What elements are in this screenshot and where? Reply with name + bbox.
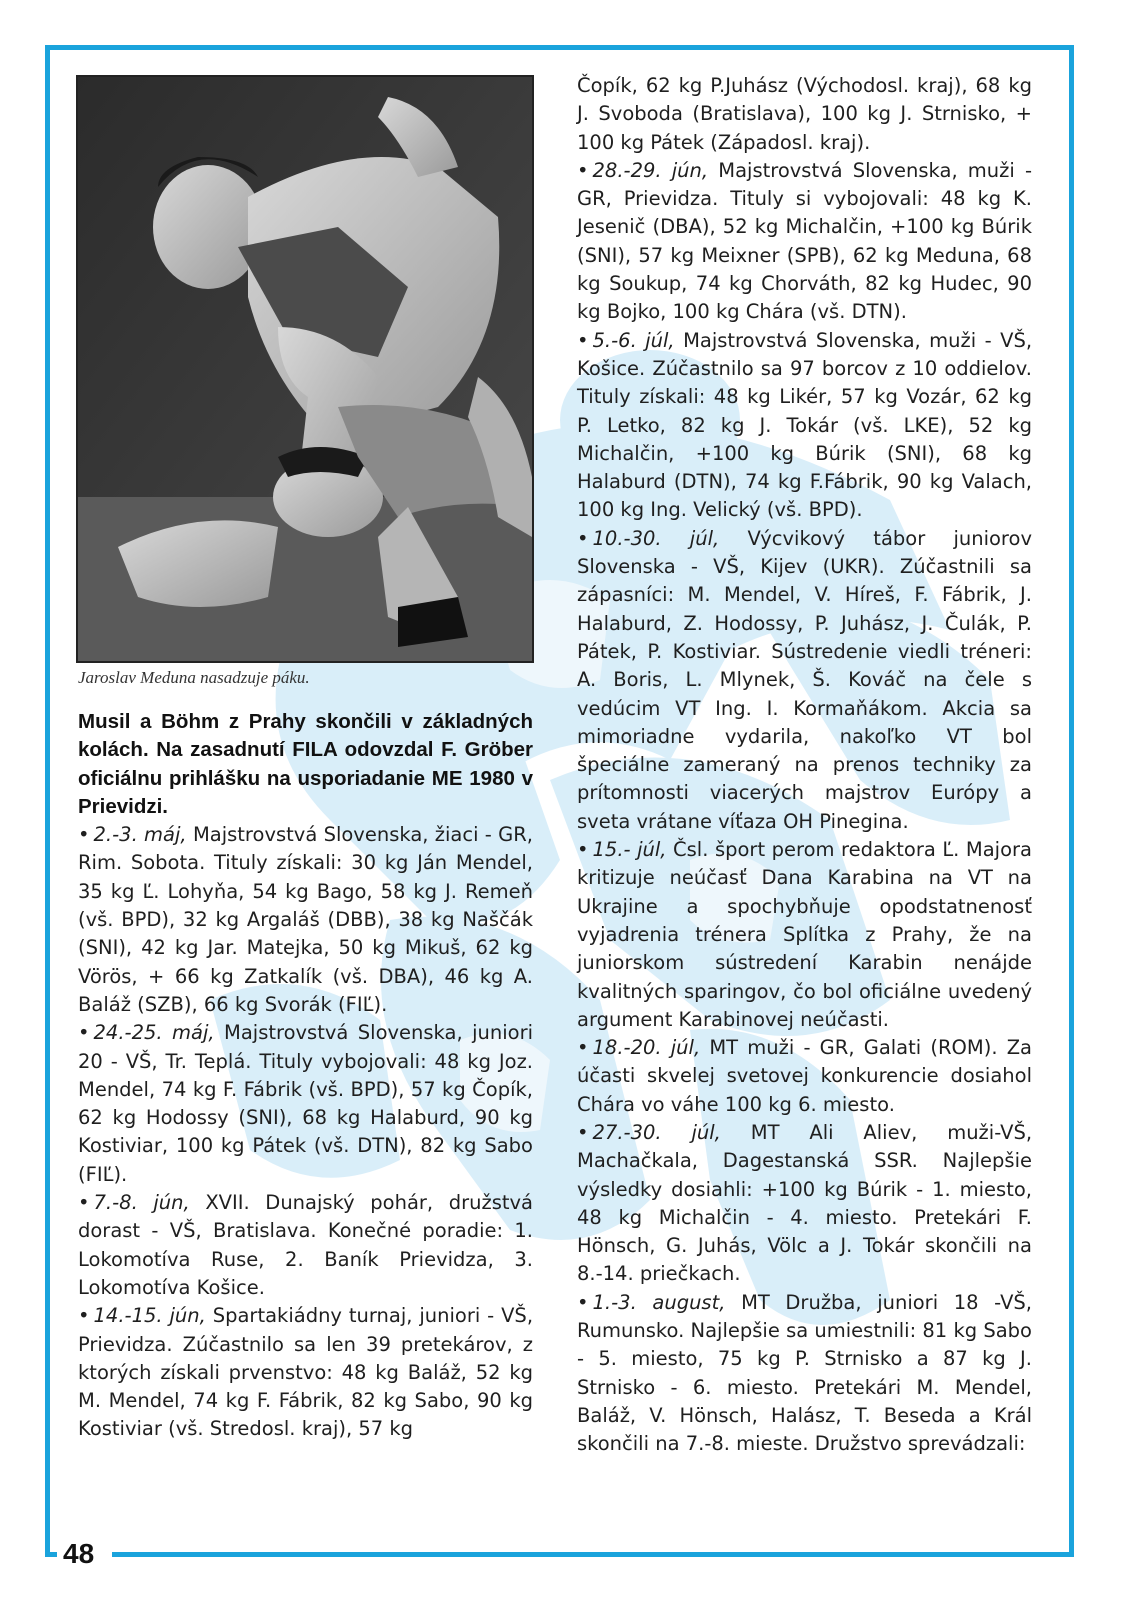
wrestlers-photo <box>76 75 534 663</box>
entry: • 15.- júl, Čsl. šport perom redaktora Ľ. Majora kritizuje neúčasť Dana Karabina na VT na Ukrajine a spochybňuje opodstatnenosť vyjadrenia trénera Splítka z Prahy, že na juniorskom sústredení Karabin nenájde kvalitných sparingov, čo bol oficiálne uvedený argument Karabinovej neúčasti. <box>577 838 1032 1031</box>
photo-caption: Jaroslav Meduna nasadzuje páku. <box>78 668 310 687</box>
frame-bottom <box>112 1552 1074 1557</box>
entry: • 28.-29. jún, Majstrovstvá Slovenska, muži - GR, Prievidza. Tituly si vybojovali: 48 kg K. Jesenič (DBA), 52 kg Michalčin, +100 kg Búrik (SNI), 57 kg Meixner (SPB), 62 kg Meduna, 68 kg Soukup, 74 kg Chorváth, 82 kg Hudec, 90 kg Bojko, 100 kg Chára (vš. DTN). <box>577 158 1033 324</box>
entry: • 14.-15. jún, Spartakiádny turnaj, juniori - VŠ, Prievidza. Zúčastnilo sa len 39 pretekárov, z ktorých získali prvenstvo: 48 kg Baláž, 52 kg M. Mendel, 74 kg F. Fábrik, 82 kg Sabo, 90 kg Kostiviar (vš. Stredosl. kraj), 57 kg <box>78 1304 534 1441</box>
entry: • 1.-3. august, MT Družba, juniori 18 -VŠ, Rumunsko. Najlepšie sa umiestnili: 81 kg Sabo - 5. miesto, 75 kg P. Strnisko a 87 kg J. Strnisko - 6. miesto. Pretekári M. Mendel, Baláž, V. Hönsch, Halász, T. Beseda a Král skončili na 7.-8. mieste. Družstvo sprevádzali: <box>577 1290 1032 1456</box>
frame-bottom-left <box>45 1552 57 1557</box>
entry: • 2.-3. máj, Majstrovstvá Slovenska, žiaci - GR, Rim. Sobota. Tituly získali: 30 kg Ján Mendel, 35 kg Ľ. Lohyňa, 54 kg Bago, 58 kg J. Remeň (vš. BPD), 32 kg Argaláš (DBB), 38 kg Naščák (SNI), 42 kg Jar. Matejka, 50 kg Mikuš, 62 kg Vörös, + 66 kg Zatkalík (vš. DBA), 46 kg A. Baláž (SZB), 66 kg Svorák (FIĽ). <box>78 823 533 1016</box>
page-number: 48 <box>63 1538 95 1569</box>
left-column <box>78 708 533 1444</box>
entry: • 27.-30. júl, MT Ali Aliev, muži-VŠ, Machačkala, Dagestanská SSR. Najlepšie výsledky dosiahli: +100 kg Búrik - 1. miesto, 48 kg Michalčin - 4. miesto. Pretekári F. Hönsch, G. Juhás, Völc a J. Tokár skončili na 8.-14. priečkach. <box>577 1120 1033 1286</box>
entry: • 7.-8. jún, XVII. Dunajský pohár, družstvá dorast - VŠ, Bratislava. Konečné poradie: 1. Lokomotíva Ruse, 2. Baník Prievidza, 3. Lokomotíva Košice. <box>78 1191 534 1299</box>
entry: • 24.-25. máj, Majstrovstvá Slovenska, juniori 20 - VŠ, Tr. Teplá. Tituly vybojovali: 48 kg Joz. Mendel, 74 kg F. Fábrik (vš. BPD), 57 kg Čopík, 62 kg Hodossy (SNI), 68 kg Halaburd, 90 kg Kostiviar, 100 kg Pátek (vš. DTN), 82 kg Sabo (FIĽ). <box>78 1021 533 1186</box>
lead-paragraph: Musil a Böhm z Prahy skončili v základných kolách. Na zasadnutí FILA odovzdal F. Gröber oficiálnu prihlášku na usporiadanie ME 1980 v Prievidzi. <box>78 710 533 818</box>
entry: • 10.-30. júl, Výcvikový tábor juniorov Slovenska - VŠ, Kijev (UKR). Zúčastnili sa zápasníci: M. Mendel, V. Híreš, F. Fábrik, J. Halaburd, Z. Hodossy, P. Juhász, J. Čulák, P. Pátek, P. Kostiviar. Sústredenie viedli tréneri: A. Boris, L. Mlynek, Š. Kováč na čele s vedúcim VT Ing. I. Kormaňákom. Akcia sa mimoriadne vydarila, nakoľko VT bol špeciálne zameraný na prenos techniky za prítomnosti viacerých majstrov Európy a sveta vrátane víťaza OH Pinegina. <box>577 526 1032 833</box>
wrestlers-photo-icon <box>78 77 532 661</box>
continuation-paragraph: Čopík, 62 kg P.Juhász (Východosl. kraj), 68 kg J. Svoboda (Bratislava), 100 kg J. Strnisko, + 100 kg Pátek (Západosl. kraj). <box>577 74 1032 154</box>
entry: • 5.-6. júl, Majstrovstvá Slovenska, muži - VŠ, Košice. Zúčastnilo sa 97 borcov z 10 oddielov. Tituly získali: 48 kg Likér, 57 kg Vozár, 62 kg P. Letko, 82 kg J. Tokár (vš. LKE), 52 kg Michalčin, +100 kg Búrik (SNI), 68 kg Halaburd (DTN), 74 kg F.Fábrik, 90 kg Valach, 100 kg Ing. Velický (vš. BPD). <box>577 328 1033 522</box>
right-column <box>577 72 1032 1459</box>
entry: • 18.-20. júl, MT muži - GR, Galati (ROM). Za účasti skvelej svetovej konkurencie dosiahol Chára vo váhe 100 kg 6. miesto. <box>577 1036 1033 1116</box>
